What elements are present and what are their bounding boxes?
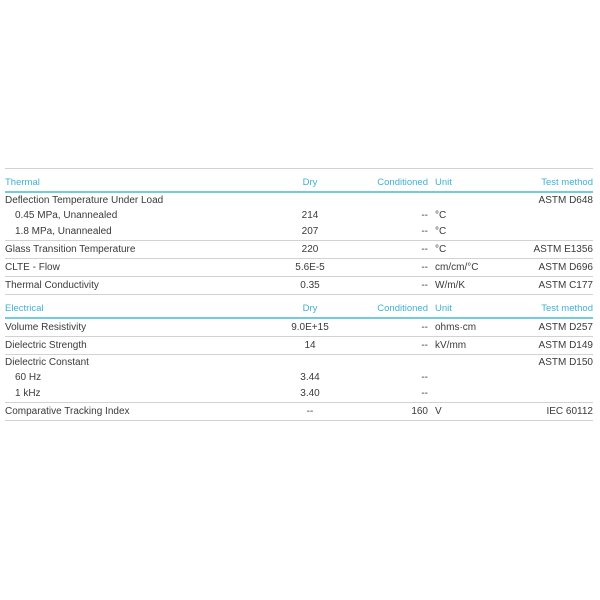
dry-value: 3.40: [300, 387, 320, 399]
test-method-cell: ASTM D696: [538, 261, 593, 273]
test-method-cell: ASTM D648: [538, 194, 593, 206]
section-header-thermal: [5, 169, 593, 193]
unit-cell: ohms·cm: [435, 321, 477, 333]
section-title: Electrical: [5, 302, 44, 314]
column-header-conditioned: Conditioned: [377, 302, 428, 314]
conditioned-value: --: [421, 225, 428, 237]
property-cell: Thermal Conductivity: [5, 279, 99, 291]
column-header-unit: Unit: [435, 302, 452, 314]
property-cell: Deflection Temperature Under Load: [5, 194, 164, 206]
properties-datasheet: [5, 168, 593, 421]
test-method-cell: ASTM E1356: [533, 243, 593, 255]
table-row: [5, 319, 593, 337]
table-row: [5, 355, 593, 370]
section-rows: [5, 319, 593, 421]
dry-value: 3.44: [300, 371, 320, 383]
conditioned-value: --: [421, 371, 428, 383]
dry-value: 5.6E-5: [295, 261, 325, 273]
property-cell: 1.8 MPa, Unannealed: [15, 225, 112, 237]
section-thermal: [5, 168, 593, 295]
column-header-conditioned: Conditioned: [377, 176, 428, 188]
table-row: [5, 277, 593, 295]
test-method-cell: IEC 60112: [546, 405, 593, 417]
unit-cell: V: [435, 405, 442, 417]
unit-cell: °C: [435, 209, 447, 221]
test-method-cell: ASTM D257: [538, 321, 593, 333]
conditioned-value: --: [421, 321, 428, 333]
conditioned-value: --: [421, 279, 428, 291]
unit-cell: W/m/K: [435, 279, 465, 291]
table-row: [5, 193, 593, 208]
dry-value: 14: [304, 339, 316, 351]
dry-value: 207: [301, 225, 319, 237]
section-title: Thermal: [5, 176, 40, 188]
property-cell: 0.45 MPa, Unannealed: [15, 209, 118, 221]
conditioned-value: --: [421, 209, 428, 221]
test-method-cell: ASTM D150: [538, 356, 593, 368]
table-row: [5, 208, 593, 223]
property-cell: Comparative Tracking Index: [5, 405, 130, 417]
dry-value: 0.35: [300, 279, 320, 291]
unit-cell: °C: [435, 225, 447, 237]
test-method-cell: ASTM C177: [538, 279, 593, 291]
property-cell: Volume Resistivity: [5, 321, 87, 333]
property-cell: 1 kHz: [15, 387, 41, 399]
property-cell: Dielectric Constant: [5, 356, 89, 368]
conditioned-value: --: [421, 243, 428, 255]
section-rows: [5, 193, 593, 295]
conditioned-value: --: [421, 261, 428, 273]
property-cell: CLTE - Flow: [5, 261, 60, 273]
unit-cell: cm/cm/°C: [435, 261, 479, 273]
column-header-unit: Unit: [435, 176, 452, 188]
column-header-dry: Dry: [302, 302, 318, 314]
dry-value: 220: [301, 243, 319, 255]
property-cell: Glass Transition Temperature: [5, 243, 136, 255]
property-cell: 60 Hz: [15, 371, 42, 383]
unit-cell: kV/mm: [435, 339, 467, 351]
conditioned-value: --: [421, 339, 428, 351]
conditioned-value: --: [421, 387, 428, 399]
table-row: [5, 403, 593, 421]
test-method-cell: ASTM D149: [538, 339, 593, 351]
section-electrical: [5, 295, 593, 421]
dry-value: 9.0E+15: [291, 321, 329, 333]
table-row: [5, 259, 593, 277]
table-row: [5, 370, 593, 385]
column-header-test-method: Test method: [541, 176, 593, 188]
section-header-electrical: [5, 295, 593, 319]
table-row: [5, 241, 593, 259]
dry-value: --: [306, 405, 314, 417]
conditioned-value: 160: [411, 405, 428, 417]
column-header-dry: Dry: [302, 176, 318, 188]
unit-cell: °C: [435, 243, 447, 255]
column-header-test-method: Test method: [541, 302, 593, 314]
table-row: [5, 385, 593, 403]
dry-value: 214: [301, 209, 319, 221]
property-cell: Dielectric Strength: [5, 339, 87, 351]
table-row: [5, 223, 593, 241]
table-row: [5, 337, 593, 355]
